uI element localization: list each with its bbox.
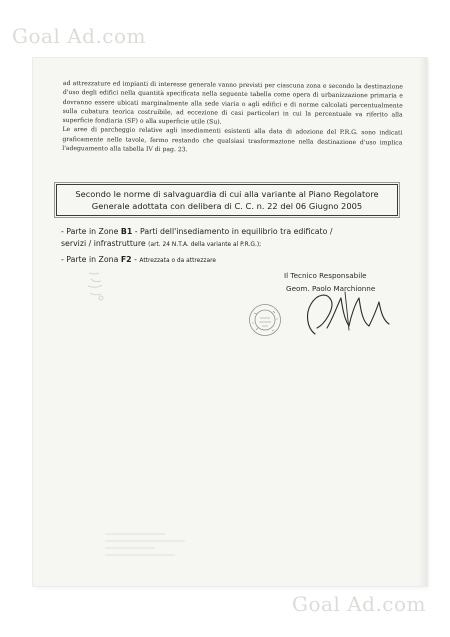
zone-f2-entry (61, 254, 411, 268)
body-paragraph: ad attrezzature ed impianti di interesse generale vanno previsti per ciascuna zona e secondo la destinazione d'uso degli edifici nella quantità specificata nella seguente tabella come opera di urbanizzazione primaria e dovranno essere ubicati marginalmente alla sede viaria o agli edifici e di norme calcolati percentualmente sulla cubatura teorica costruibile, ad eccezione di casi particolari in cui la percentuale va riferito alla superficie fondiaria (SF) o alla superficie utile (Su). Le aree di parcheggio relative agli insediamenti esistenti alla data di adozione del P.R.G. sono indicati graficamente nelle tavole, fermo restando che qualsiasi trasformazione nella destinazione d'uso implica l'adeguamento alla tabella IV di pag. 23. (62, 79, 403, 154)
zone-f2-prefix: - Parte in Zona (61, 255, 121, 264)
signer-title: Il Tecnico Responsabile (284, 271, 367, 280)
faint-ink-mark (83, 269, 109, 303)
watermark-bottom: Goal Ad.com (292, 592, 427, 616)
zone-b1-code: B1 (120, 227, 133, 236)
watermark-top: Goal Ad.com (12, 24, 147, 48)
handwritten-signature (245, 284, 405, 344)
zone-b1-prefix: - Parte in Zone (61, 227, 121, 236)
zone-b1-text-2: servizi / infrastrutture (61, 238, 149, 248)
safeguard-notice-line-1: Secondo le norme di salvaguardia di cui alla variante al Piano Regolatore (75, 189, 379, 199)
faint-bleedthrough-text (103, 528, 213, 558)
zone-f2-text: - (131, 255, 140, 264)
page-edge-shadow (419, 58, 427, 586)
zone-f2-note: Attrezzata o da attrezzare (139, 258, 217, 264)
safeguard-notice-line-2: Generale adottata con delibera di C. C. n. 22 del 06 Giugno 2005 (91, 201, 363, 211)
document-page (33, 58, 427, 586)
signer-name: Geom. Paolo Marchionne (286, 284, 376, 293)
safeguard-notice-box (56, 184, 398, 216)
zone-b1-text: - Parti dell'insediamento in equilibrio tra edificato / (132, 227, 333, 236)
zone-b1-entry (61, 226, 411, 251)
zone-f2-code: F2 (120, 255, 132, 264)
zone-b1-note: (art. 24 N.T.A. della variante al P.R.G.); (148, 241, 262, 248)
